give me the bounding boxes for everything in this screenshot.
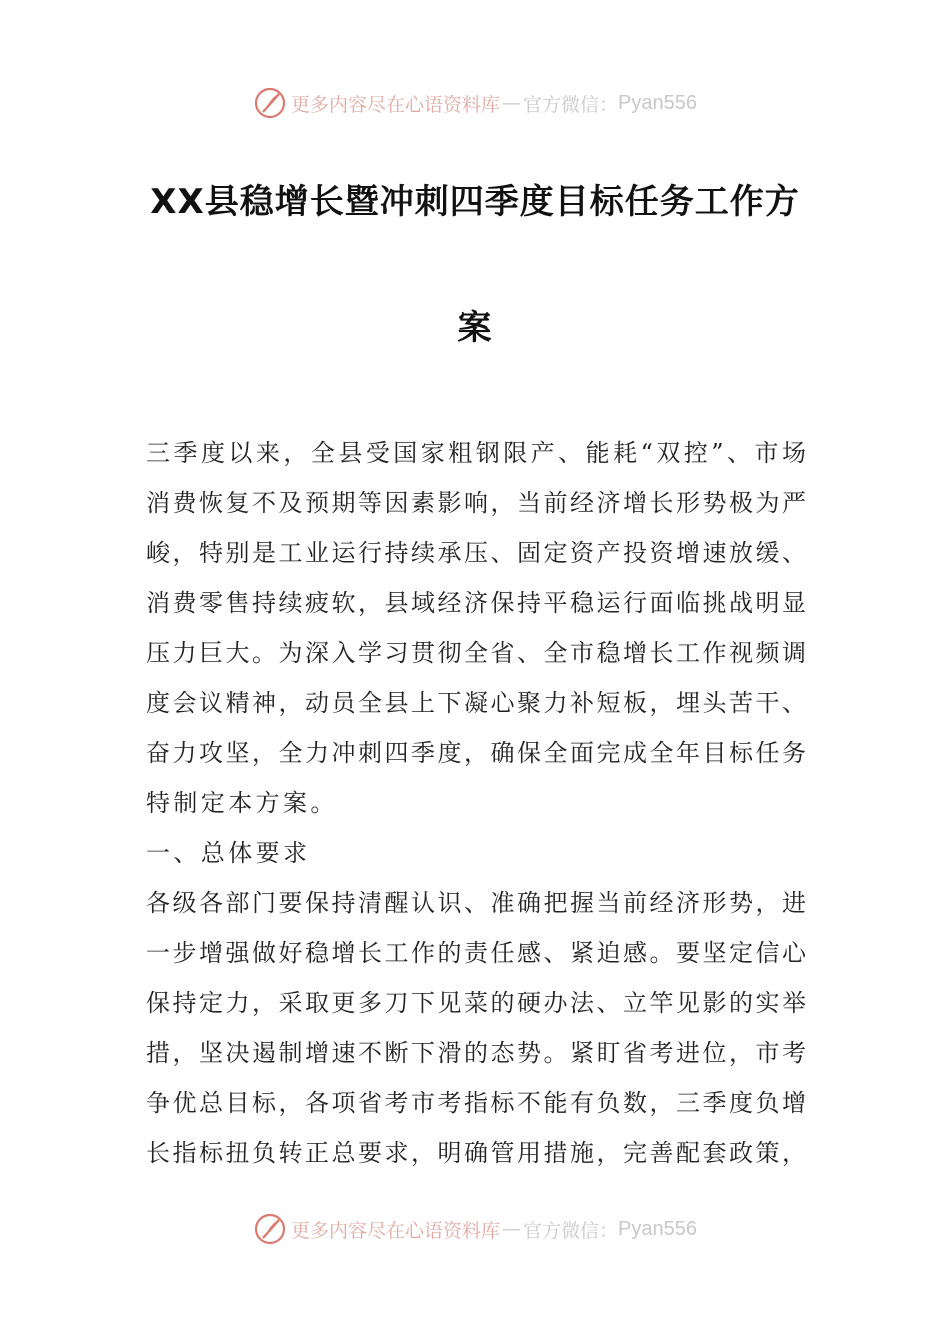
watermark-main-text: 更多内容尽在心语资料库 bbox=[291, 1219, 501, 1242]
paragraph-line: 压力巨大。为深入学习贯彻全省、全市稳增长工作视频调 bbox=[146, 639, 806, 667]
watermark-dash: — bbox=[502, 1218, 522, 1240]
paragraph-line: 长指标扭负转正总要求，明确管用措施，完善配套政策， bbox=[146, 1139, 806, 1167]
paragraph-line: 措，坚决遏制增速不断下滑的态势。紧盯省考进位，市考 bbox=[146, 1039, 806, 1067]
watermark-dash: — bbox=[502, 92, 522, 114]
paragraph-line: 各级各部门要保持清醒认识、准确把握当前经济形势，进 bbox=[146, 889, 806, 917]
paragraph-line: 消费恢复不及预期等因素影响，当前经济增长形势极为严 bbox=[146, 489, 806, 517]
paragraph-line: 消费零售持续疲软，县域经济保持平稳运行面临挑战明显 bbox=[146, 589, 806, 617]
watermark-main-text: 更多内容尽在心语资料库 bbox=[291, 93, 501, 116]
paragraph-line: 奋力攻坚，全力冲刺四季度，确保全面完成全年目标任务 bbox=[146, 739, 806, 767]
document-title-line-1: XX县稳增长暨冲刺四季度目标任务工作方 bbox=[150, 182, 800, 222]
paragraph-line: 特制定本方案。 bbox=[146, 789, 338, 817]
paragraph-line: 一步增强做好稳增长工作的责任感、紧迫感。要坚定信心 bbox=[146, 939, 806, 967]
paragraph-line: 三季度以来，全县受国家粗钢限产、能耗“双控”、市场 bbox=[146, 439, 806, 467]
document-title-line-2: 案 bbox=[457, 308, 493, 348]
watermark-wechat-id: Pyan556 bbox=[618, 1217, 697, 1240]
quill-logo-icon bbox=[253, 86, 287, 120]
watermark-wechat-id: Pyan556 bbox=[618, 91, 697, 114]
quill-logo-icon bbox=[253, 1212, 287, 1246]
footer-watermark bbox=[0, 1212, 950, 1246]
paragraph-line: 争优总目标，各项省考市考指标不能有负数，三季度负增 bbox=[146, 1089, 806, 1117]
paragraph-line: 保持定力，采取更多刀下见菜的硬办法、立竿见影的实举 bbox=[146, 989, 806, 1017]
header-watermark bbox=[0, 86, 950, 120]
paragraph-line: 度会议精神，动员全县上下凝心聚力补短板，埋头苦干、 bbox=[146, 689, 806, 717]
section-heading: 一、总体要求 bbox=[146, 839, 311, 867]
watermark-sub-text: 官方微信： bbox=[523, 1219, 619, 1242]
paragraph-line: 峻，特别是工业运行持续承压、固定资产投资增速放缓、 bbox=[146, 539, 806, 567]
watermark-sub-text: 官方微信： bbox=[523, 93, 619, 116]
